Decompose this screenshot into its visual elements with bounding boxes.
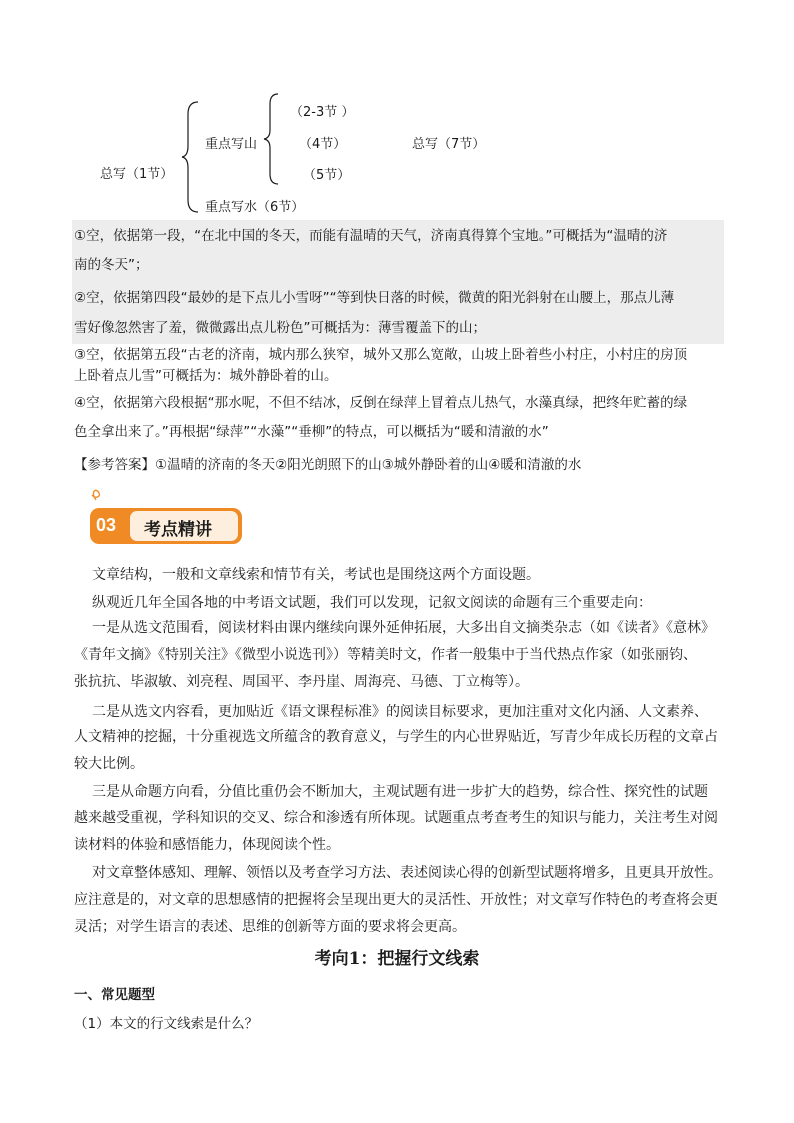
paragraph-4-line-2: 人文精神的挖掘，十分重视选文所蕴含的教育意义，与学生的内心世界贴近，写青少年成长历程的文章占 [74,729,718,745]
paragraph-5-line-1: 三是从命题方向看，分值比重仍会不断加大，主观试题有进一步扩大的趋势，综合性、探究性的试题 [92,784,708,800]
paragraph-5-line-2: 越来越受重视，学科知识的交叉、综合和渗透有所体现。试题重点考查考生的知识与能力，关注考生对阅 [74,810,718,826]
paragraph-1: 文章结构，一般和文章线索和情节有关，考试也是围绕这两个方面设题。 [92,567,540,583]
section-4-label: （4节） [299,137,347,152]
paragraph-4-line-3: 较大比例。 [74,756,144,772]
summary-left-label: 总写（1节） [100,167,174,182]
badge-curl-icon [92,490,99,500]
paragraph-3-line-1: 一是从选文范围看，阅读材料由课内继续向课外延伸拓展，大多出自文摘类杂志（如《读者》《意林》 [92,620,715,636]
reference-answer: 【参考答案】①温晴的济南的冬天②阳光朗照下的山③城外静卧着的山④暖和清澈的水 [74,457,582,473]
outer-brace-icon [180,100,202,214]
water-label: 重点写水（6节） [205,200,305,215]
analysis-2-line-1: ②空，依据第四段“最妙的是下点儿小雪呀”“等到快日落的时候，微黄的阳光斜射在山腰上，那点儿薄 [74,290,675,306]
mountain-label: 重点写山 [205,137,258,152]
badge-title: 考点精讲 [144,520,212,540]
paragraph-6-line-1: 对文章整体感知、理解、领悟以及考查学习方法、表述阅读心得的创新型试题将增多，且更具开放性。 [92,865,722,881]
subheading-question-types: 一、常见题型 [74,987,155,1003]
analysis-1-line-1: ①空，依据第一段，“在北中国的冬天，而能有温晴的天气，济南真得算个宝地。”可概括为“温晴的济 [74,228,668,244]
section-2-3-label: （2-3节 ） [290,105,355,120]
analysis-2-line-2: 雪好像忽然害了羞，微微露出点儿粉色”可概括为：薄雪覆盖下的山； [74,320,486,336]
paragraph-3-line-2: 《青年文摘》《特别关注》《微型小说选刊》）等精美时文，作者一般集中于当代热点作家（如张丽钧、 [74,647,697,663]
paragraph-6-line-3: 灵活；对学生语言的表述、思维的创新等方面的要求将会更高。 [74,919,466,935]
analysis-1-line-2: 南的冬天”； [74,257,149,273]
section-5-label: （5节） [303,168,351,183]
section-badge [86,488,246,548]
paragraph-2: 纵观近几年全国各地的中考语文试题，我们可以发现，记叙文阅读的命题有三个重要走向： [92,595,652,611]
inner-brace-icon [262,92,282,186]
section-heading: 考向1：把握行文线索 [314,949,480,969]
paragraph-3-line-3: 张抗抗、毕淑敏、刘亮程、周国平、李丹崖、周海亮、马德、丁立梅等）。 [74,674,529,690]
summary-right-label: 总写（7节） [412,137,486,152]
paragraph-6-line-2: 应注意是的，对文章的思想感情的把握将会呈现出更大的灵活性、开放性；对文章写作特色的考查将会更 [74,892,718,908]
paragraph-4-line-1: 二是从选文内容看，更加贴近《语文课程标准》的阅读目标要求，更加注重对文化内涵、人文素养、 [92,704,708,720]
paragraph-5-line-3: 读材料的体验和感悟能力，体现阅读个性。 [74,837,340,853]
analysis-3-line-2: 上卧着点儿雪”可概括为：城外静卧着的山。 [74,368,338,384]
badge-number: 03 [96,515,117,535]
question-1: （1）本文的行文线索是什么？ [74,1016,259,1032]
analysis-4-line-2: 色全拿出来了。”再根据“绿萍”“水藻”“垂柳”的特点，可以概括为“暖和清澈的水” [74,424,549,440]
analysis-3-line-1: ③空，依据第五段“古老的济南，城内那么狭窄，城外又那么宽敞，山坡上卧着些小村庄，小村庄的房顶 [74,347,688,363]
analysis-4-line-1: ④空，依据第六段根据“那水呢，不但不结冰，反倒在绿萍上冒着点儿热气，水藻真绿，把终年贮蓄的绿 [74,395,688,411]
